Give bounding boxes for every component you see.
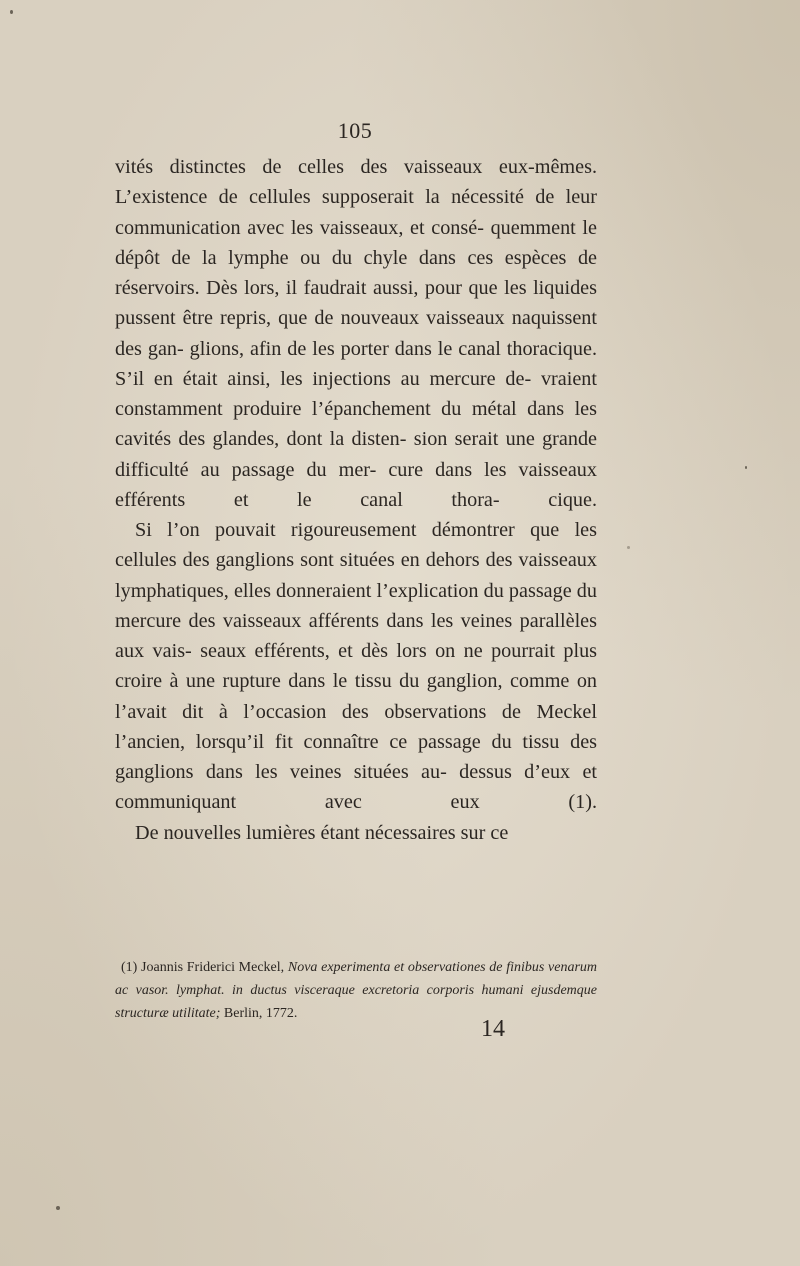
text-line: de Meckel l’ancien, lorsqu’il fit connaître ce passage [115,700,597,753]
footnote-place-year: Berlin, 1772. [223,1006,298,1021]
footnote-author: Joannis Friderici Meckel, [141,960,285,975]
text-line: l’explication du passage du mercure des vaisseaux [115,579,597,632]
paragraph [115,515,597,818]
text-line: quemment le dépôt de la lymphe ou du chyle dans [115,216,597,269]
footnote-entry [115,956,597,1025]
text-line: des vaisseaux lymphatiques, elles donneraient [115,549,597,602]
text-line: Si l’on pouvait rigoureusement démontrer que [135,519,560,541]
paper-speck [56,1206,60,1210]
footnote [115,956,597,1025]
text-line: les cellules des ganglions sont situées en dehors [115,519,597,572]
signature-mark: 14 [481,1016,505,1042]
text-line: seaux efférents, et dès lors on ne pourrait plus [200,640,598,662]
text-line: cure dans les vaisseaux efférents et le canal thora- [115,458,597,511]
text-line: comme on l’avait dit à l’occasion des observations [115,670,598,723]
text-line: sion serait une grande difficulté au passage du mer- [115,428,597,481]
text-line: métal dans les cavités des glandes, dont la disten- [115,398,597,451]
footnote-title: Nova experimenta et observationes de finibus venarum ac vasor. lymphat. in ductus visceraque excretoria corporis humani ejusdemque structuræ utilitate; [115,960,598,1021]
text-line: aussi, pour que les liquides pussent être repris, [115,277,597,330]
text-line: que de nouveaux vaisseaux naquissent des gan- [115,307,597,360]
text-line: du tissu des ganglions dans les veines situées au- [115,730,598,783]
paper-speck [10,10,13,14]
page-number: 105 [337,118,373,143]
footnote-marker: (1) [121,960,138,975]
body-text [115,152,597,848]
text-line: vités distinctes de celles des vaisseaux eux-mêmes. [115,156,597,178]
text-line: De nouvelles lumières étant nécessaires sur ce [135,821,509,844]
text-line: glions, afin de les porter dans le canal thoracique. [189,337,597,360]
text-line: afférents dans les veines parallèles aux vais- [115,609,598,662]
paragraph [115,152,597,515]
text-line: ces espèces de réservoirs. Dès lors, il faudrait [115,246,598,299]
text-line: L’existence de cellules supposerait la nécessité de [115,186,555,209]
text-line: cique. [548,488,598,511]
paper-speck [745,466,747,469]
paragraph-continued [115,818,597,848]
text-line: dessus d’eux et communiquant avec eux (1). [115,761,598,814]
paper-speck [627,546,630,549]
text-line: croire à une rupture dans le tissu du ganglion, [115,670,503,693]
text-line: leur communication avec les vaisseaux, et consé- [115,186,597,239]
text-line: vraient constamment produire l’épanchement du [115,367,598,420]
text-line: S’il en était ainsi, les injections au mercure de- [115,367,532,390]
